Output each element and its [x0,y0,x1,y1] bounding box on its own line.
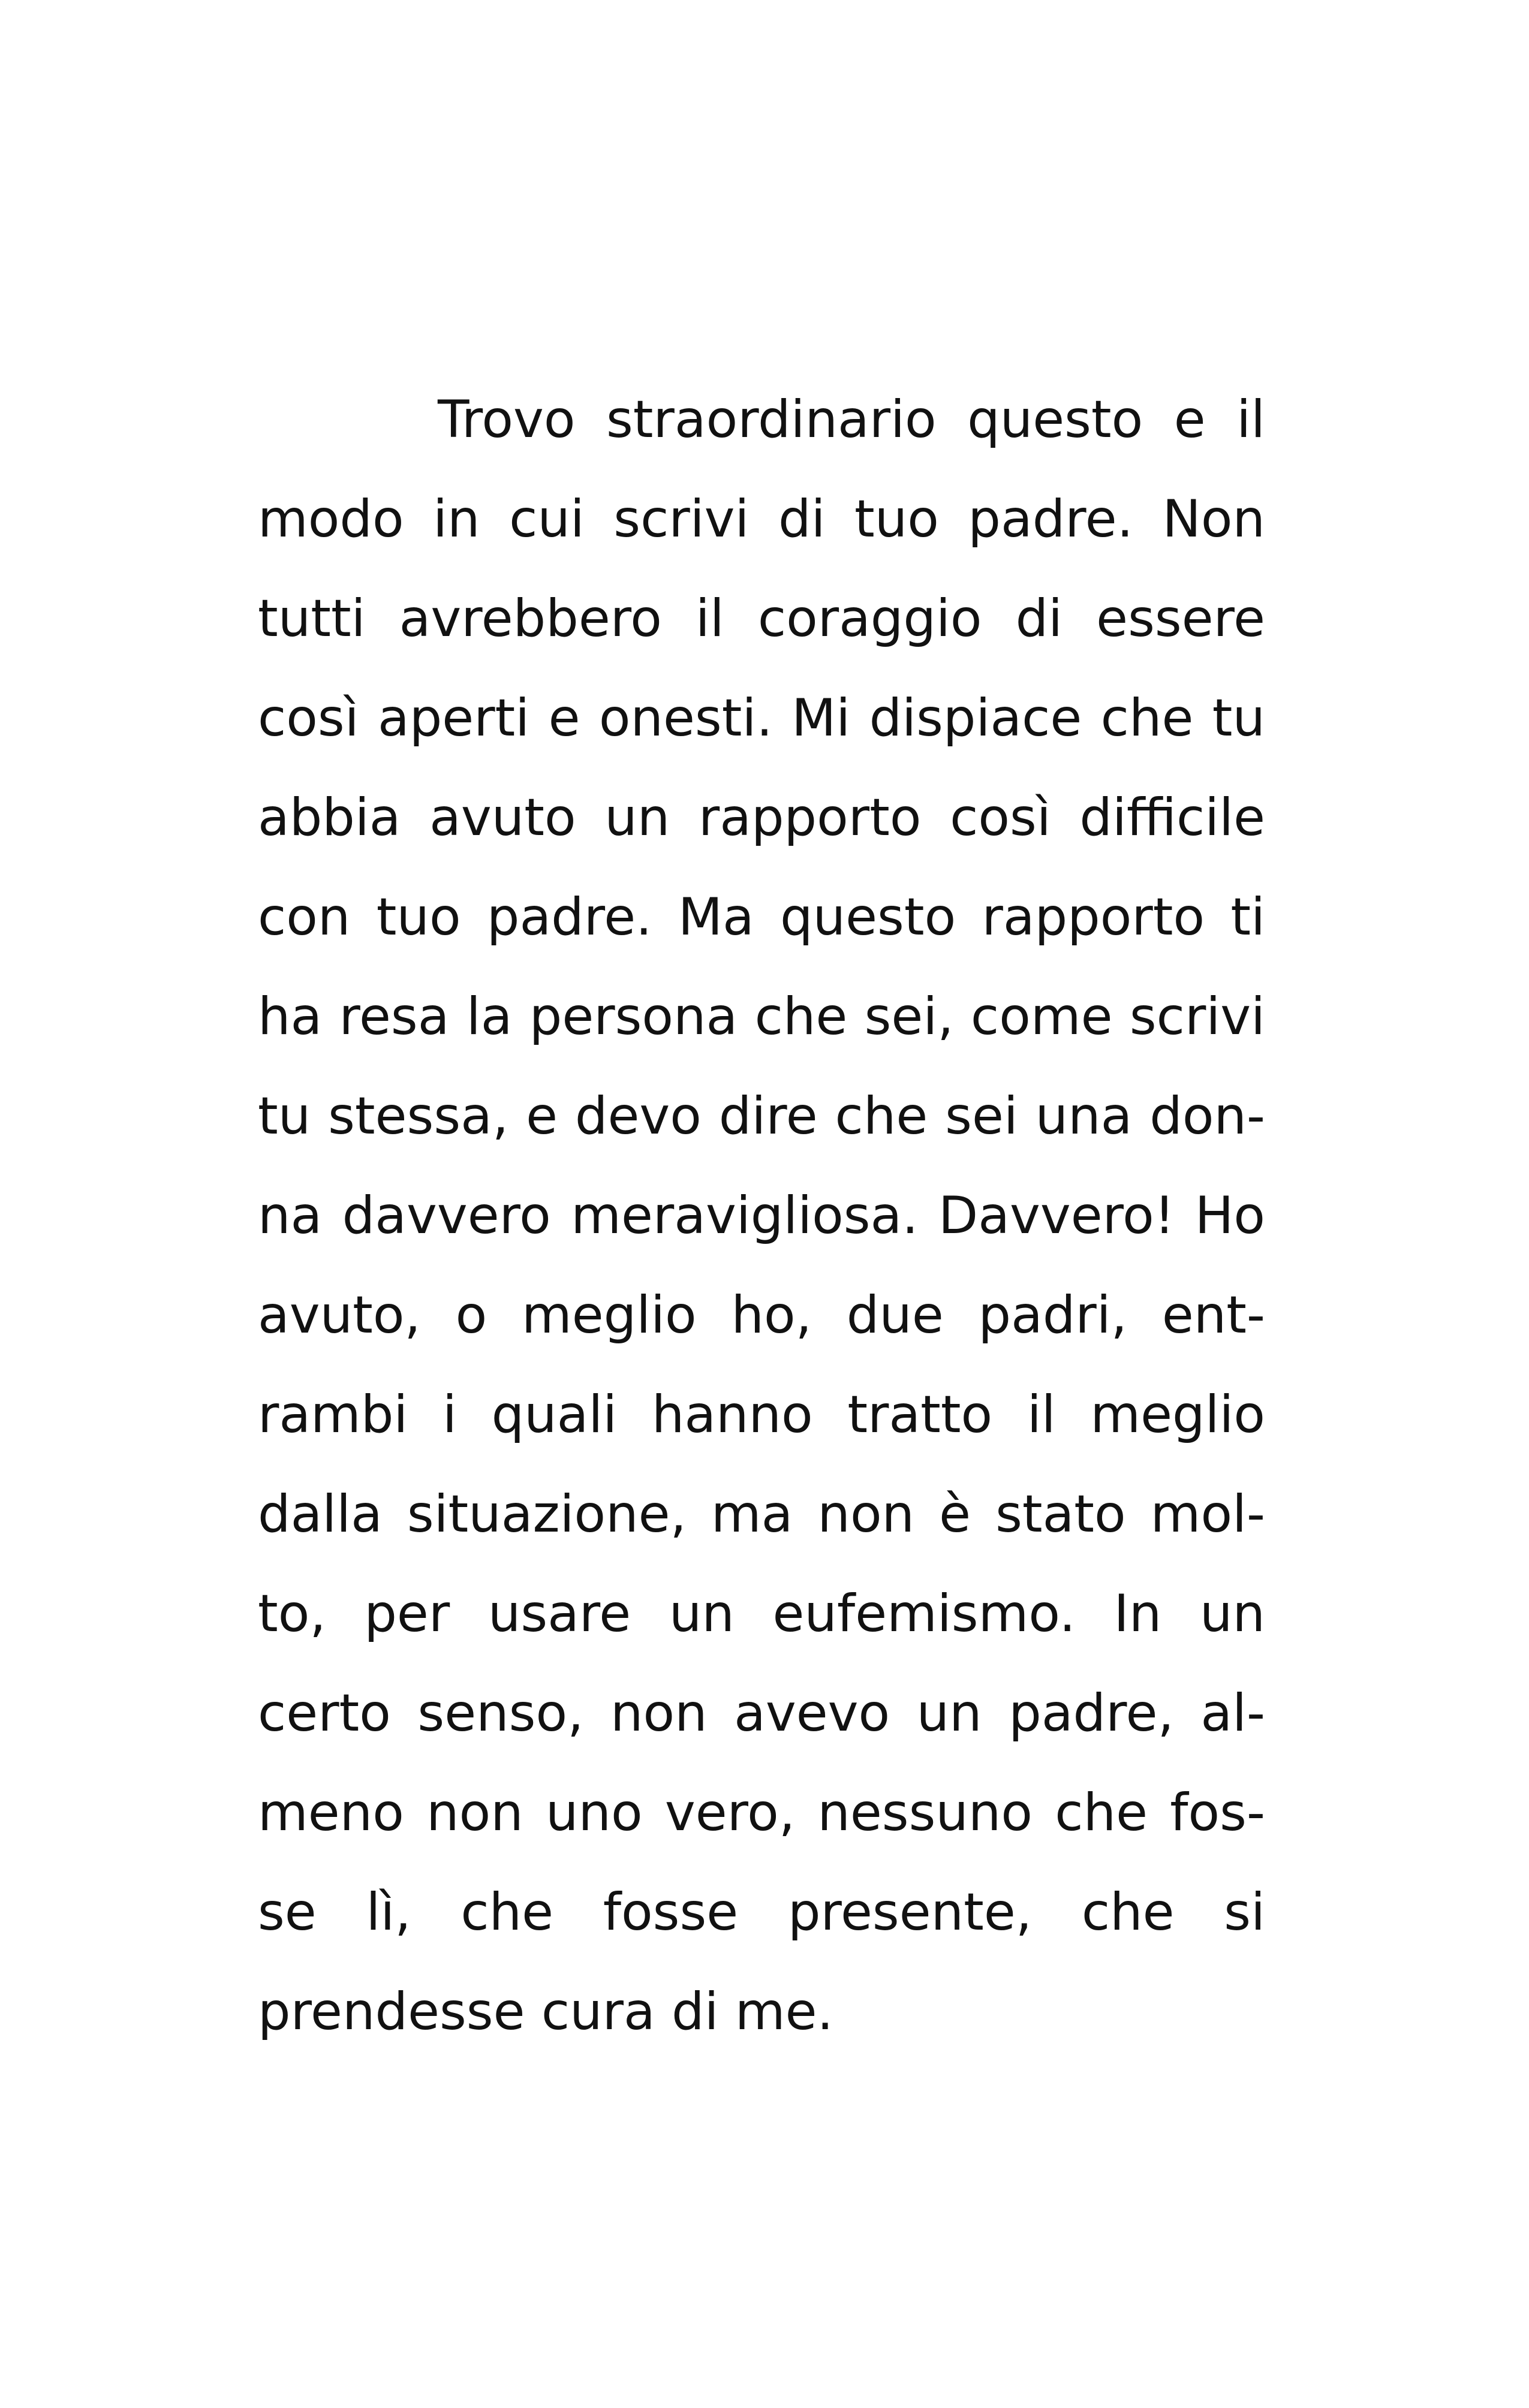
paragraph-line: avuto, o meglio ho, due padri, ent- [258,1285,1265,1345]
paragraph-line: certo senso, non avevo un padre, al- [258,1683,1265,1743]
paragraph-line: meno non uno vero, nessuno che fos- [258,1783,1265,1843]
paragraph-line: Trovo straordinario questo e il [438,390,1265,450]
paragraph-line: modo in cui scrivi di tuo padre. Non [258,489,1265,549]
paragraph-line: con tuo padre. Ma questo rapporto ti [258,887,1265,947]
paragraph-line: to, per usare un eufemismo. In un [258,1584,1265,1644]
paragraph-line: se lì, che fosse presente, che si [258,1882,1265,1942]
paragraph-line: così aperti e onesti. Mi dispiace che tu [258,688,1265,748]
paragraph-line: na davvero meravigliosa. Davvero! Ho [258,1186,1265,1246]
paragraph-line: prendesse cura di me. [258,1982,833,2042]
paragraph-line: abbia avuto un rapporto così difficile [258,788,1265,848]
body-paragraph [258,390,1265,2081]
paragraph-line: ha resa la persona che sei, come scrivi [258,987,1265,1047]
paragraph-line: rambi i quali hanno tratto il meglio [258,1385,1265,1445]
paragraph-line: dalla situazione, ma non è stato mol- [258,1484,1265,1544]
paragraph-line: tutti avrebbero il coraggio di essere [258,589,1265,649]
paragraph-line: tu stessa, e devo dire che sei una don- [258,1086,1265,1146]
